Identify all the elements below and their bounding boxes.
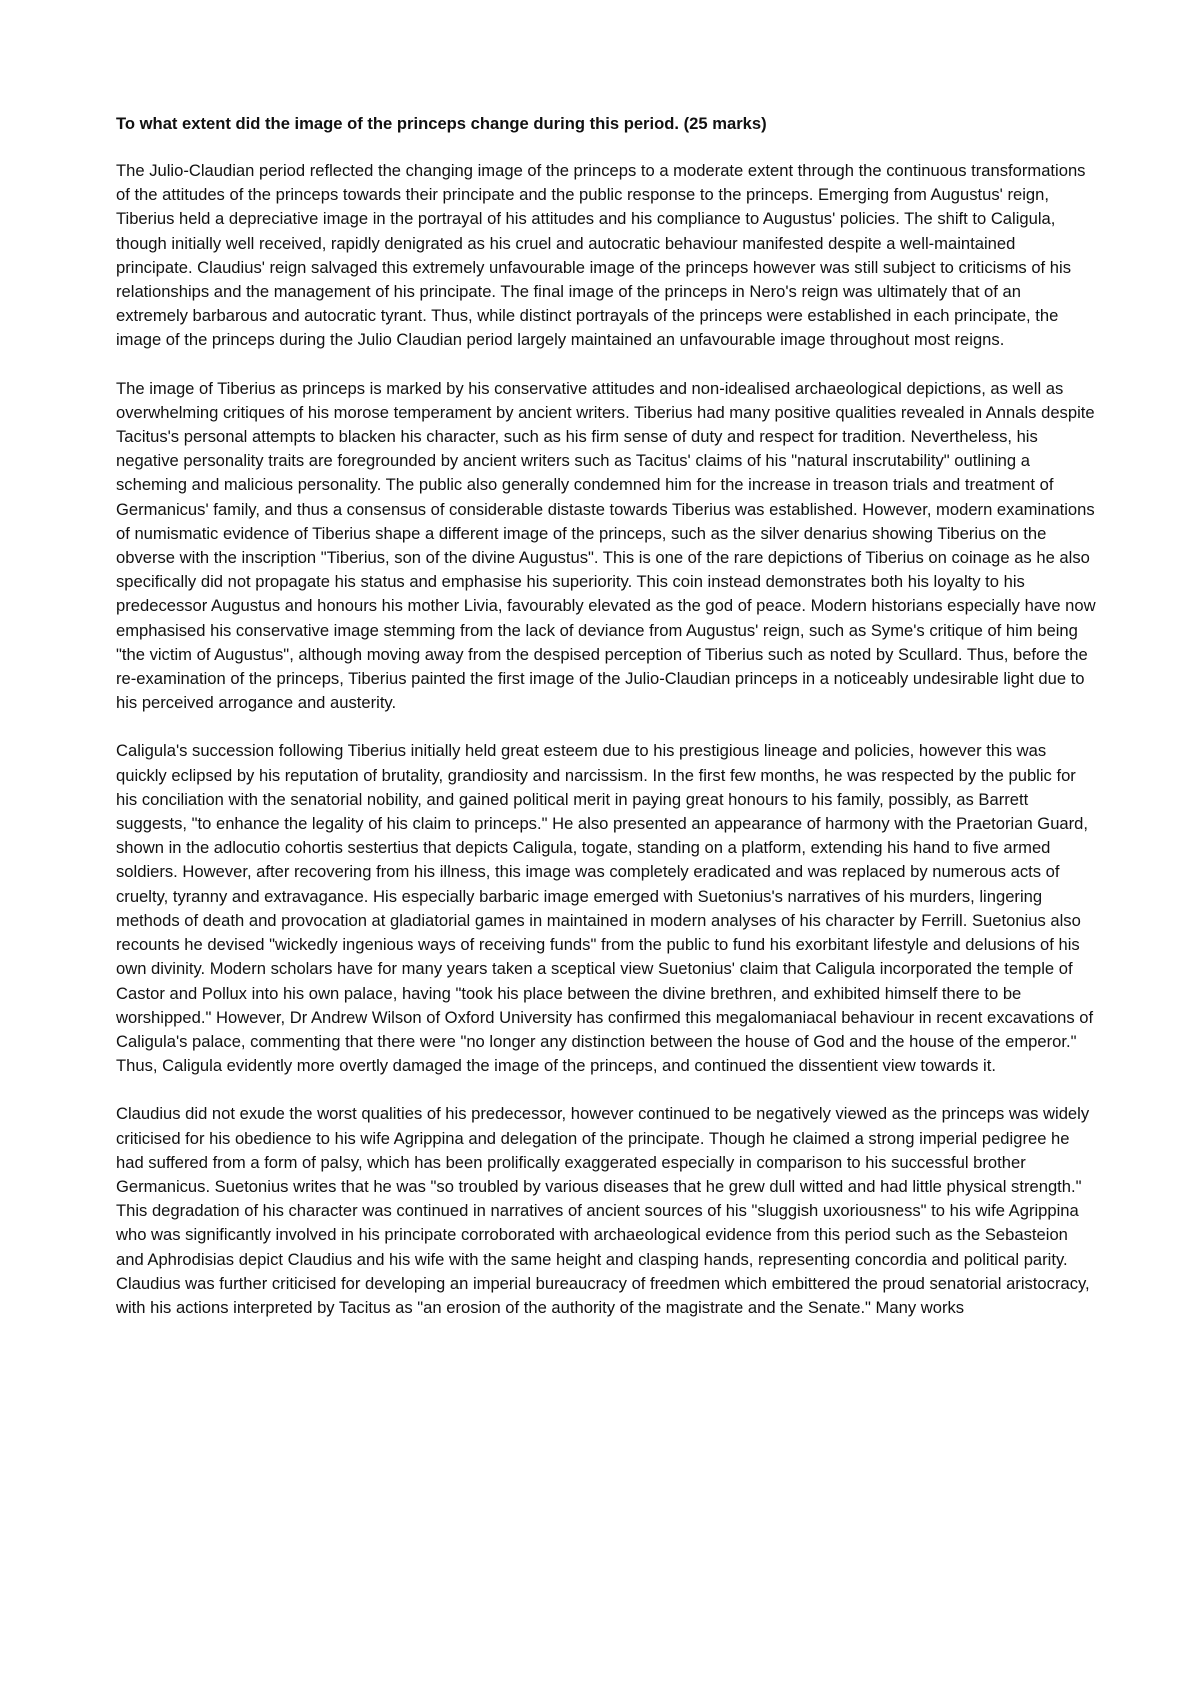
paragraph-tiberius: The image of Tiberius as princeps is marked by his conservative attitudes and non-idealised archaeological depictions, as well as overwhelming critiques of his morose temperament by ancient writers. Tiberius had many positive qualities revealed in Annals despite Tacitus's personal attempts to blacken his character, such as his firm sense of duty and respect for tradition. Nevertheless, his negative personality traits are foregrounded by ancient writers such as Tacitus' claims of his "natural inscrutability" outlining a scheming and malicious personality. The public also generally condemned him for the increase in treason trials and treatment of Germanicus' family, and thus a consensus of considerable distaste towards Tiberius was established. However, modern examinations of numismatic evidence of Tiberius shape a different image of the princeps, such as the silver denarius showing Tiberius on the obverse with the inscription "Tiberius, son of the divine Augustus". This is one of the rare depictions of Tiberius on coinage as he also specifically did not propagate his status and emphasise his superiority. This coin instead demonstrates both his loyalty to his predecessor Augustus and honours his mother Livia, favourably elevated as the god of peace. Modern historians especially have now emphasised his conservative image stemming from the lack of deviance from Augustus' reign, such as Syme's critique of him being "the victim of Augustus", although moving away from the despised perception of Tiberius such as noted by Scullard. Thus, before the re-examination of the princeps, Tiberius painted the first image of the Julio-Claudian princeps in a noticeably undesirable light due to his perceived arrogance and austerity. bbox=[116, 378, 1096, 713]
document-page bbox=[116, 112, 1096, 1344]
paragraph-introduction: The Julio-Claudian period reflected the changing image of the princeps to a moderate extent through the continuous transformations of the attitudes of the princeps towards their principate and the public response to the princeps. Emerging from Augustus' reign, Tiberius held a depreciative image in the portrayal of his attitudes and his compliance to Augustus' policies. The shift to Caligula, though initially well received, rapidly denigrated as his cruel and autocratic behaviour manifested despite a well-maintained principate. Claudius' reign salvaged this extremely unfavourable image of the princeps however was still subject to criticisms of his relationships and the management of his principate. The final image of the princeps in Nero's reign was ultimately that of an extremely barbarous and autocratic tyrant. Thus, while distinct portrayals of the princeps were established in each principate, the image of the princeps during the Julio Claudian period largely maintained an unfavourable image throughout most reigns. bbox=[116, 161, 1086, 350]
paragraph-caligula: Caligula's succession following Tiberius initially held great esteem due to his prestigious lineage and policies, however this was quickly eclipsed by his reputation of brutality, grandiosity and narcissism. In the first few months, he was respected by the public for his conciliation with the senatorial nobility, and gained political merit in paying great honours to his family, possibly, as Barrett suggests, "to enhance the legality of his claim to princeps." He also presented an appearance of harmony with the Praetorian Guard, shown in the adlocutio cohortis sestertius that depicts Caligula, togate, standing on a platform, extending his hand to five armed soldiers. However, after recovering from his illness, this image was completely eradicated and was replaced by numerous acts of cruelty, tyranny and extravagance. His especially barbaric image emerged with Suetonius's narratives of his murders, lingering methods of death and provocation at gladiatorial games in maintained in modern analyses of his character by Ferrill. Suetonius also recounts he devised "wickedly ingenious ways of receiving funds" from the public to fund his exorbitant lifestyle and delusions of his own divinity. Modern scholars have for many years taken a sceptical view Suetonius' claim that Caligula incorporated the temple of Castor and Pollux into his own palace, having "took his place between the divine brethren, and exhibited himself there to be worshipped." However, Dr Andrew Wilson of Oxford University has confirmed this megalomaniacal behaviour in recent excavations of Caligula's palace, commenting that there were "no longer any distinction between the house of God and the house of the emperor." Thus, Caligula evidently more overtly damaged the image of the princeps, and continued the dissentient view towards it. bbox=[116, 741, 1094, 1076]
paragraph-claudius: Claudius did not exude the worst qualities of his predecessor, however continued to be negatively viewed as the princeps was widely criticised for his obedience to his wife Agrippina and delegation of the principate. Though he claimed a strong imperial pedigree he had suffered from a form of palsy, which has been prolifically exaggerated especially in comparison to his successful brother Germanicus. Suetonius writes that he was "so troubled by various diseases that he grew dull witted and had little physical strength." This degradation of his character was continued in narratives of ancient sources of his "sluggish uxoriousness" to his wife Agrippina who was significantly involved in his principate corroborated with archaeological evidence from this period such as the Sebasteion and Aphrodisias depict Claudius and his wife with the same height and clasping hands, representing concordia and political parity. Claudius was further criticised for developing an imperial bureaucracy of freedmen which embittered the proud senatorial aristocracy, with his actions interpreted by Tacitus as "an erosion of the authority of the magistrate and the Senate." Many works bbox=[116, 1104, 1090, 1317]
essay-title: To what extent did the image of the princeps change during this period. (25 marks) bbox=[116, 114, 767, 133]
